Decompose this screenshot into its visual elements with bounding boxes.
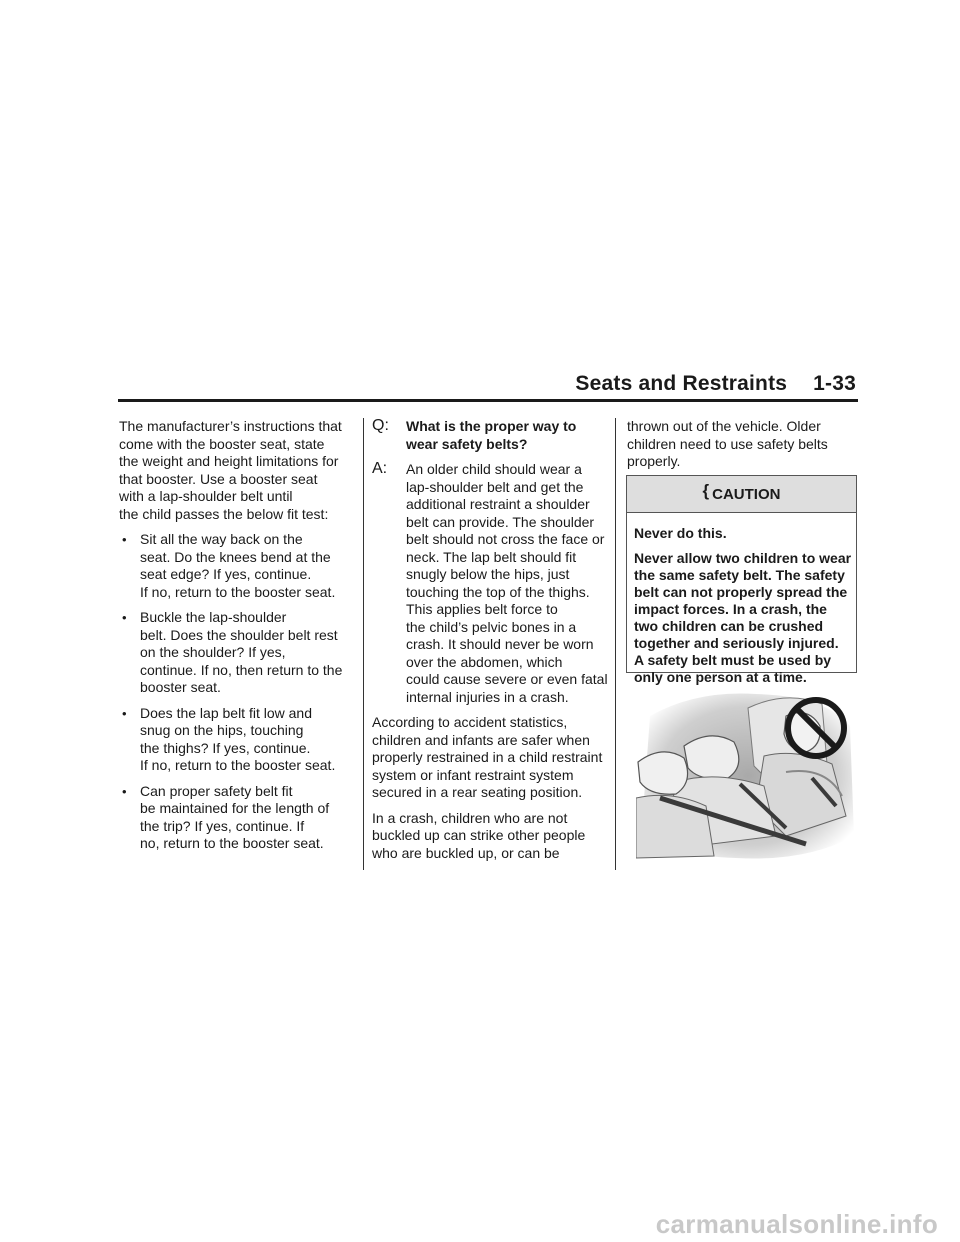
statistics-paragraph: According to accident statistics, children and infants are safer when properly restrained in a child restraint system or infant restraint system secured in a rear seating position. — [372, 714, 603, 800]
list-item: • Does the lap belt fit low and snug on the hips, touching the thighs? If yes, continue. If no, return to the booster seat. — [122, 704, 336, 773]
intro-paragraph: The manufacturer’s instructions that come with the booster seat, state the weight and height limitations for that booster. Use a booster seat with a lap-shoulder belt until the child passes the below fit test: — [119, 418, 342, 522]
section-header — [575, 372, 856, 396]
watermark: carmanualsonline.info — [655, 1209, 938, 1239]
list-item: • Can proper safety belt fit be maintained for the length of the trip? If yes, continue. If no, return to the booster seat. — [122, 782, 330, 851]
column-divider-2 — [615, 418, 616, 870]
caution-line1: Never do this. — [634, 525, 727, 541]
page-number: 1-33 — [813, 372, 856, 395]
caution-title: CAUTION — [712, 485, 781, 503]
question-block: Q: What is the proper way to wear safety belts? — [372, 417, 577, 452]
caution-body — [627, 513, 856, 686]
bullet-icon: • — [122, 783, 127, 799]
section-title: Seats and Restraints — [575, 372, 788, 395]
caution-box — [626, 475, 857, 685]
warning-icon: { — [702, 481, 710, 500]
header-rule — [118, 399, 858, 402]
illustration-drawing — [636, 686, 858, 862]
answer-block: A: An older child should wear a lap-shoulder belt and get the additional restraint a shoulder belt can provide. The shoulder belt should not cross the face or neck. The lap belt should fit snugly below the hips, just touching the top of the thighs. This applies belt force to the child’s pelvic bones in a crash. It should never be worn over the abdomen, which could cause severe or even fatal internal injuries in a crash. — [372, 460, 608, 705]
bullet-icon: • — [122, 705, 127, 721]
list-item: • Buckle the lap-shoulder belt. Does the shoulder belt rest on the shoulder? If yes, continue. If no, then return to the booster seat. — [122, 609, 343, 695]
bullet-icon: • — [122, 610, 127, 625]
caution-header — [627, 476, 856, 513]
answer-label: A: — [372, 460, 388, 477]
column-2 — [372, 418, 608, 870]
list-item: • Sit all the way back on the seat. Do the knees bend at the seat edge? If yes, continue. If no, return to the booster seat. — [122, 531, 336, 600]
crash-paragraph: In a crash, children who are not buckled up can strike other people who are buckled up, or can be — [372, 809, 586, 861]
question-label: Q: — [372, 417, 389, 434]
bullet-icon: • — [122, 532, 127, 547]
two-children-one-belt-illustration — [636, 686, 858, 862]
column-divider-1 — [363, 418, 364, 870]
column-1 — [119, 418, 355, 861]
continuation-paragraph: thrown out of the vehicle. Older children need to use safety belts properly. — [627, 418, 828, 469]
caution-text: Never allow two children to wear the same safety belt. The safety belt can not properly spread the impact forces. In a crash, the two children can be crushed together and seriously injured. A safety belt must be used by only one person at a time. — [634, 550, 852, 685]
column-3 — [627, 418, 859, 479]
